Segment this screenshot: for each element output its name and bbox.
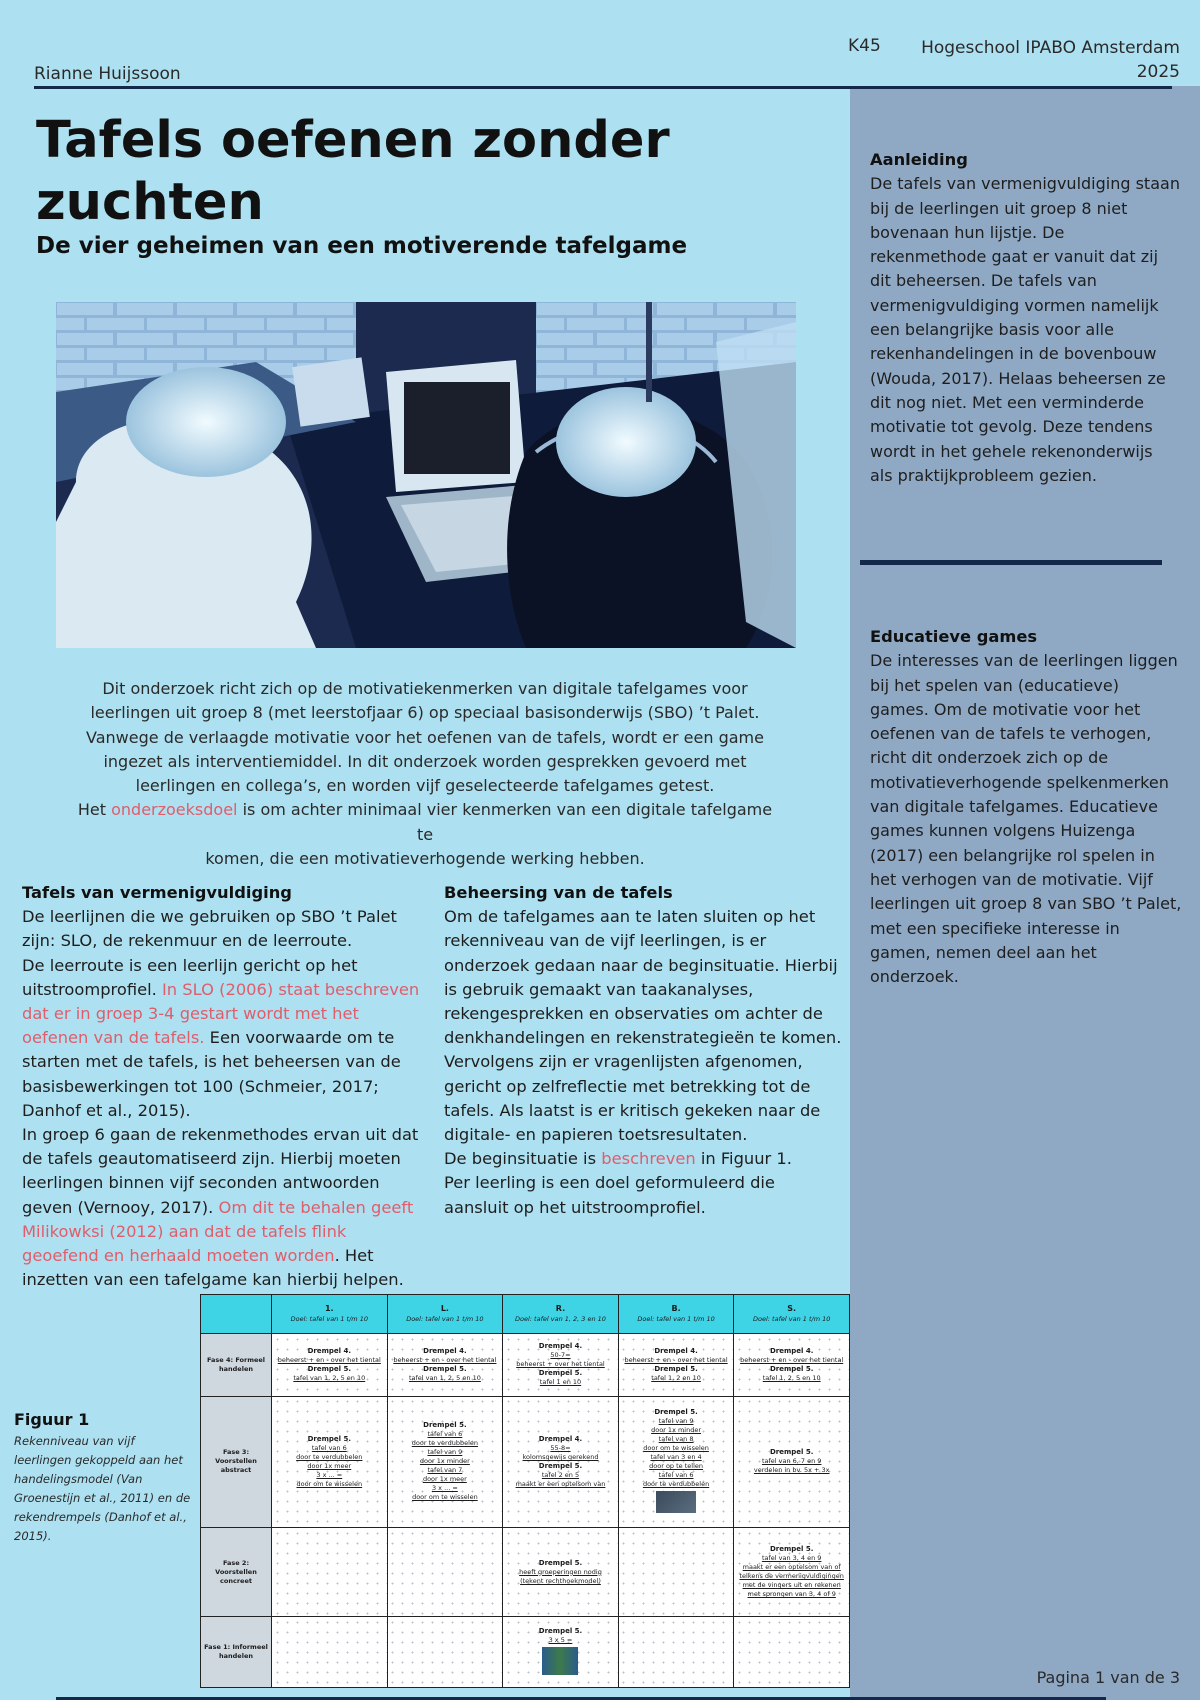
table-cell xyxy=(503,1396,619,1527)
cell-text: Drempel 5. xyxy=(423,1421,467,1430)
cell-text: door 1x minder xyxy=(419,1457,470,1466)
table-row xyxy=(201,1334,850,1397)
highlight-text: Om dit te behalen geeft Milikowksi (2012) aan dat de tafels flink geoefend en herhaald moeten worden xyxy=(22,1197,414,1266)
page-number: Pagina 1 van de 3 xyxy=(1036,1668,1180,1687)
header-divider xyxy=(34,86,1172,89)
cell-text: Drempel 5. xyxy=(423,1364,467,1373)
cell-text: tafel van 7 xyxy=(427,1466,463,1475)
table-row-header: Fase 1: Informeel handelen xyxy=(201,1617,272,1688)
intro-line: ingezet als interventiemiddel. In dit onderzoek worden gesprekken gevoerd met xyxy=(103,751,747,771)
cell-text: Drempel 4. xyxy=(654,1346,698,1355)
table-cell xyxy=(272,1528,388,1617)
cell-text: door 1x meer xyxy=(422,1475,467,1484)
cell-text: maakt er een optelsom van xyxy=(515,1479,606,1488)
table-cell xyxy=(618,1617,734,1688)
highlight-text: beschreven xyxy=(601,1149,696,1169)
table-cell xyxy=(272,1617,388,1688)
page-subtitle: De vier geheimen van een motiverende tafelgame xyxy=(36,233,688,259)
table-column-header: B. Doel: tafel van 1 t/m 10 xyxy=(618,1295,734,1334)
cell-text: tafel van 6, 7 en 9 xyxy=(761,1457,822,1466)
handwritten-sum-image xyxy=(656,1491,696,1513)
table-column-header: L. Doel: tafel van 1 t/m 10 xyxy=(387,1295,503,1334)
cell-text: maakt er een optelsom van of telkens de vermenigvuldigingen met de vingers uit en rekenen met sprongen van 3, 4 of 9 xyxy=(739,1563,844,1599)
cell-text: tafel van 3, 4 en 9 xyxy=(761,1554,822,1563)
table-cell xyxy=(387,1617,503,1688)
cell-text: tafel van 6 xyxy=(427,1430,463,1439)
table-row-header: Fase 3: Voorstellen abstract xyxy=(201,1396,272,1527)
cell-text: Drempel 5. xyxy=(538,1558,583,1567)
cell-text: 3 x ... = xyxy=(431,1484,458,1493)
paragraph: De leerroute is een leerlijn gericht op het uitstroomprofiel. In SLO (2006) staat beschreven dat er in groep 3-4 gestart wordt met het oefenen van de tafels. Een voorwaarde om te starten met de tafels, is het beheersen van de basisbewerkingen tot 100 (Schmeier, 2017; Danhof et al., 2015). xyxy=(22,955,420,1120)
sidebar-text: De interesses van de leerlingen liggen bij het spelen van (educatieve) games. Om de motivatie voor het oefenen van de tafels te verhogen, richt dit onderzoek zich op de motivatieverhogende spelkenmerken van digitale tafelgames. Educatieve games kunnen volgens Huizenga (2017) een belangrijke rol spelen in het verhogen van de motivatie. Vijf leerlingen uit groep 8 van SBO ’t Palet, met een specifieke interesse in gamen, nemen deel aan het onderzoek. xyxy=(870,651,1182,987)
cell-text: 3 x ... = xyxy=(316,1470,343,1479)
cell-text: Drempel 5. xyxy=(654,1364,698,1373)
table-header-row xyxy=(201,1295,850,1334)
table-cell xyxy=(272,1396,388,1527)
sidebar-aanleiding xyxy=(870,148,1180,488)
cell-text: tafel 2 en 5 xyxy=(541,1470,580,1479)
cell-text: tafel 1, 2 en 10 xyxy=(651,1373,701,1382)
table-cell xyxy=(734,1396,850,1527)
section-beheersing xyxy=(444,881,844,1220)
cell-text: Drempel 4. xyxy=(538,1342,583,1351)
page-title: Tafels oefenen zonder zuchten xyxy=(36,111,670,232)
cell-text: tafel van 1, 2, 5 en 10 xyxy=(408,1373,481,1382)
table-cell xyxy=(503,1334,619,1397)
cell-text: tafel van 1, 2, 5 en 10 xyxy=(293,1373,366,1382)
cell-text: door te verdubbelen xyxy=(411,1439,479,1448)
cell-text: heeft groeperingen nodig xyxy=(519,1567,602,1576)
cell-text: 50-7= xyxy=(550,1351,571,1360)
paragraph: De leerlijnen die we gebruiken op SBO ’t Palet zijn: SLO, de rekenmuur en de leerroute. xyxy=(22,907,397,951)
table-cell xyxy=(734,1528,850,1617)
table-row xyxy=(201,1396,850,1527)
cell-text: Drempel 4. xyxy=(769,1346,814,1355)
intro-line: leerlingen en collega’s, en worden vijf geselecteerde tafelgames getest. xyxy=(135,776,715,796)
table-cell xyxy=(387,1334,503,1397)
cell-text: door om te wisselen xyxy=(643,1443,709,1452)
paragraph: De beginsituatie is beschreven in Figuur 1. xyxy=(444,1149,792,1169)
table-row xyxy=(201,1528,850,1617)
cell-text: 55-8= xyxy=(550,1443,571,1452)
section-heading: Beheersing van de tafels xyxy=(444,883,673,902)
paragraph: Per leerling is een doel geformuleerd die aansluit op het uitstroomprofiel. xyxy=(444,1173,775,1217)
cell-text: Drempel 5. xyxy=(769,1545,814,1554)
cell-text: Drempel 4. xyxy=(423,1346,467,1355)
cell-text: beheerst + over het tiental xyxy=(516,1360,605,1369)
cell-text: beheerst + en - over het tiental xyxy=(393,1355,497,1364)
cell-text: beheerst + en - over het tiental xyxy=(740,1355,844,1364)
section-tafels xyxy=(22,881,420,1292)
paragraph: In groep 6 gaan de rekenmethodes ervan uit dat de tafels geautomatiseerd zijn. Hierbij moeten leerlingen binnen vijf seconden antwoorden geven (Vernooy, 2017). Om dit te behalen geeft Milikowksi (2012) aan dat de tafels flink geoefend en herhaald moeten worden. Het inzetten van een tafelgame kan hierbij helpen. xyxy=(22,1125,419,1290)
cell-text: tafel 1 en 10 xyxy=(539,1378,582,1387)
sidebar-heading: Educatieve games xyxy=(870,627,1038,646)
cell-text: door te verdubbelen xyxy=(296,1452,363,1461)
cell-text: Drempel 5. xyxy=(538,1369,583,1378)
cell-text: door te verdubbelen xyxy=(642,1479,710,1488)
figure-caption xyxy=(14,1410,194,1546)
table-row xyxy=(201,1617,850,1688)
figure-label: Figuur 1 xyxy=(14,1410,90,1429)
cell-text: door om te wisselen xyxy=(296,1479,363,1488)
cell-text: beheerst + en - over het tiental xyxy=(624,1355,728,1364)
course-code: K45 xyxy=(848,36,881,56)
cell-text: tafel van 6 xyxy=(311,1443,347,1452)
intro-goal: Het onderzoeksdoel is om achter minimaal vier kenmerken van een digitale tafelgame te xyxy=(77,800,773,844)
paragraph: Om de tafelgames aan te laten sluiten op het rekenniveau van de vijf leerlingen, is er onderzoek gedaan naar de beginsituatie. Hierbij is gebruik gemaakt van taakanalyses, rekengesprekken en observaties om achter de denkhandelingen en rekenstrategieën te komen. xyxy=(444,907,842,1048)
intro-text xyxy=(70,677,780,871)
hero-photo-illustration xyxy=(56,302,796,648)
sidebar-text: De tafels van vermenigvuldiging staan bij de leerlingen uit groep 8 niet bovenaan hun lijstje. De rekenmethode gaat er vanuit dat zij dit beheersen. De tafels van vermenigvuldiging vormen namelijk een belangrijke basis voor alle rekenhandelingen in de bovenbouw (Wouda, 2017). Helaas beheersen ze dit nog niet. Met een verminderde motivatie tot gevolg. Deze tendens wordt in het gehele rekenonderwijs als praktijkprobleem gezien. xyxy=(870,174,1180,485)
author-name: Rianne Huijssoon xyxy=(34,64,181,84)
table-column-header: 1. Doel: tafel van 1 t/m 10 xyxy=(272,1295,388,1334)
cell-text: tafel 1, 2, 5 en 10 xyxy=(762,1373,821,1382)
cell-text: tafel van 9 xyxy=(658,1416,694,1425)
counting-blocks-image xyxy=(542,1647,578,1675)
table-cell xyxy=(618,1334,734,1397)
cell-text: tafel van 6 xyxy=(658,1470,694,1479)
cell-text: Drempel 4. xyxy=(538,1434,583,1443)
cell-text: Drempel 4. xyxy=(307,1346,352,1355)
cell-text: verdelen in bv. 5x + 3x xyxy=(753,1466,830,1475)
intro-line: Dit onderzoek richt zich op de motivatiekenmerken van digitale tafelgames voor xyxy=(102,679,748,698)
cell-text: Drempel 5. xyxy=(654,1407,698,1416)
cell-text: Drempel 5. xyxy=(538,1626,583,1635)
cell-text: door 1x minder xyxy=(651,1425,702,1434)
intro-line: komen, die een motivatieverhogende werking hebben. xyxy=(205,849,645,869)
table-cell xyxy=(503,1617,619,1688)
paragraph: Vervolgens zijn er vragenlijsten afgenomen, gericht op zelfreflectie met betrekking tot de tafels. Als laatst is er kritisch gekeken naar de digitale- en papieren toetsresultaten. xyxy=(444,1052,821,1145)
figure-caption-text: Rekenniveau van vijf leerlingen gekoppeld aan het handelingsmodel (Van Groenestijn et al., 2011) en de rekendrempels (Danhof et al., 2015). xyxy=(14,1434,191,1543)
table-cell xyxy=(734,1617,850,1688)
highlight-text: In SLO (2006) staat beschreven dat er in groep 3-4 gestart wordt met het oefenen van de tafels. xyxy=(22,979,420,1048)
table-column-header: S. Doel: tafel van 1 t/m 10 xyxy=(734,1295,850,1334)
intro-line: leerlingen uit groep 8 (met leerstofjaar 6) op speciaal basisonderwijs (SBO) ’t Palet. xyxy=(90,703,760,723)
sidebar-educatieve-games xyxy=(870,625,1182,989)
sidebar-heading: Aanleiding xyxy=(870,150,968,169)
cell-text: door om te wisselen xyxy=(412,1493,478,1502)
cell-text: beheerst + en - over het tiental xyxy=(277,1355,381,1364)
cell-text: Drempel 5. xyxy=(307,1364,352,1373)
cell-text: (tekent rechthoekmodel) xyxy=(520,1576,601,1585)
table-body xyxy=(201,1334,850,1688)
year: 2025 xyxy=(1136,62,1180,82)
table-cell xyxy=(618,1528,734,1617)
school-name: Hogeschool IPABO Amsterdam xyxy=(921,38,1180,58)
cell-text: tafel van 9 xyxy=(427,1448,463,1457)
hero-photo xyxy=(56,302,796,648)
table-corner xyxy=(201,1295,272,1334)
cell-text: tafel van 3 en 4 xyxy=(650,1452,702,1461)
table-cell xyxy=(618,1396,734,1527)
table-row-header: Fase 2: Voorstellen concreet xyxy=(201,1528,272,1617)
section-heading: Tafels van vermenigvuldiging xyxy=(22,883,292,902)
table-cell xyxy=(387,1396,503,1527)
highlight-onderzoeksdoel: onderzoeksdoel xyxy=(111,800,238,820)
sidebar-divider xyxy=(860,560,1162,565)
figure-1-table xyxy=(200,1294,850,1688)
cell-text: door 1x meer xyxy=(307,1461,352,1470)
cell-text: tafel van 8 xyxy=(658,1434,694,1443)
table-cell xyxy=(387,1528,503,1617)
table-cell xyxy=(272,1334,388,1397)
table-cell xyxy=(734,1334,850,1397)
table-row-header: Fase 4: Formeel handelen xyxy=(201,1334,272,1397)
cell-text: Drempel 5. xyxy=(769,1364,814,1373)
table-column-header: R. Doel: tafel van 1, 2, 3 en 10 xyxy=(503,1295,619,1334)
cell-text: Drempel 5. xyxy=(769,1448,814,1457)
cell-text: Drempel 5. xyxy=(307,1434,352,1443)
cell-text: kolomsgewijs gerekend xyxy=(522,1452,599,1461)
cell-text: 3 x 5 = xyxy=(548,1635,573,1644)
cell-text: door op te tellen xyxy=(649,1461,704,1470)
cell-text: Drempel 5. xyxy=(538,1461,583,1470)
intro-line: Vanwege de verlaagde motivatie voor het oefenen van de tafels, wordt er een game xyxy=(86,727,764,747)
table-cell xyxy=(503,1528,619,1617)
school-info xyxy=(914,36,1180,84)
